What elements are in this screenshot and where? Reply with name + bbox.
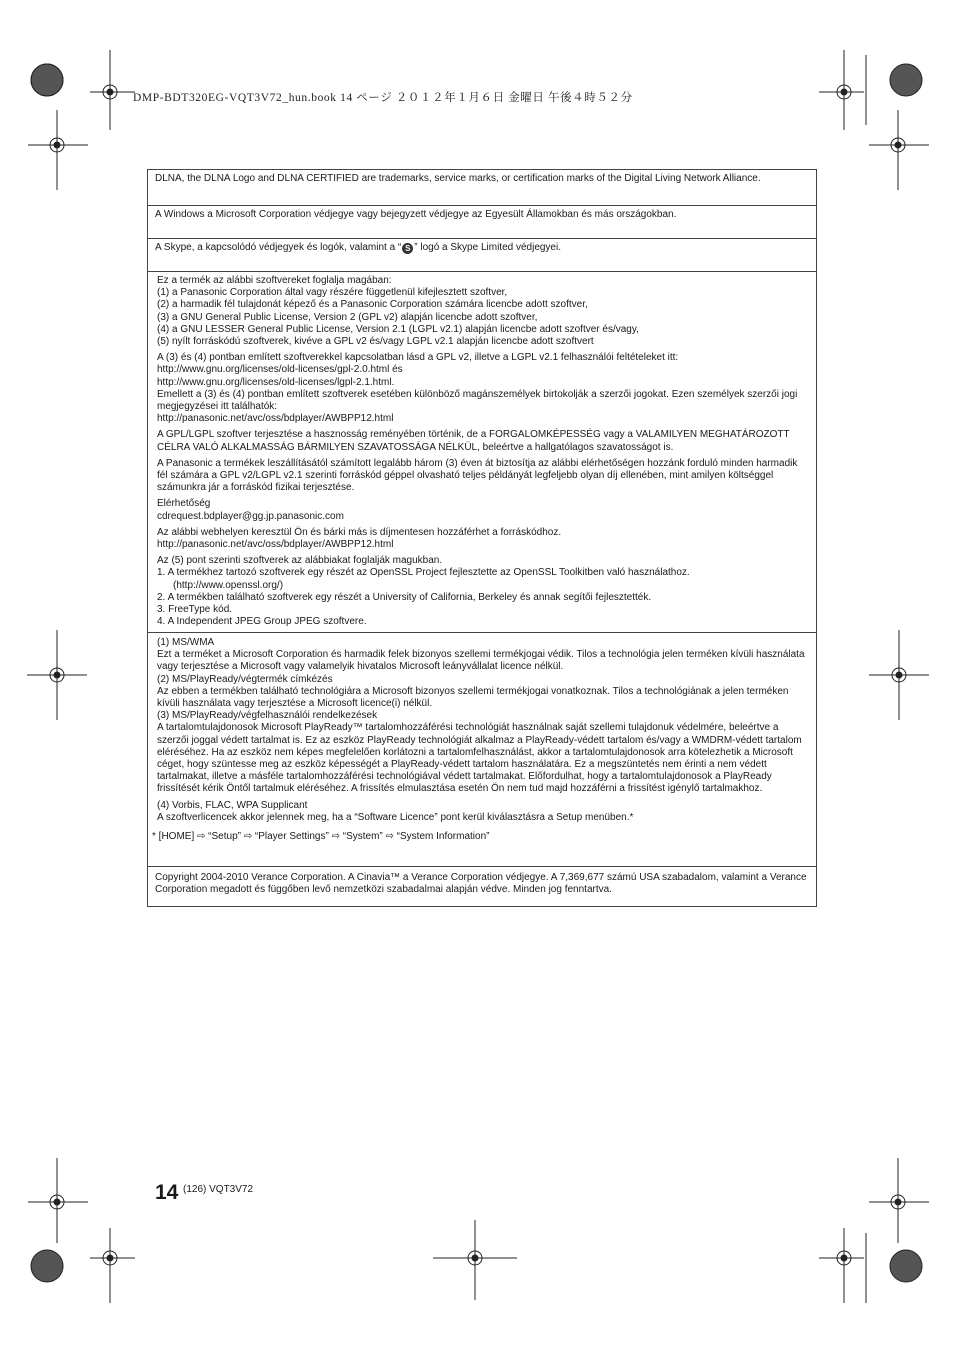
cinavia-notice-box bbox=[147, 866, 817, 907]
software-licence-box bbox=[147, 271, 817, 632]
skype-notice-prefix: A Skype, a kapcsolódó védjegyek és logók, valamint a “ bbox=[155, 242, 402, 253]
software-intro: Ez a termék az alábbi szoftvereket foglalja magában: bbox=[157, 275, 392, 286]
ms-footnote: * [HOME] ⇨ “Setup” ⇨ “Player Settings” ⇨ “System” ⇨ “System Information” bbox=[152, 831, 490, 843]
point5-intro: Az (5) pont szerinti szoftverek az alábbiakat foglalják magukban. bbox=[157, 555, 443, 567]
point5-item: 2. A termékben található szoftverek egy részét a University of California, Berkeley és annak segítői fejlesztették. bbox=[157, 591, 652, 603]
point5-item: 4. A Independent JPEG Group JPEG szoftvere. bbox=[157, 616, 367, 628]
ms-text-vorbis: A szoftverlicencek akkor jelennek meg, ha a “Software Licence” pont kerül kiválasztásra a Setup menüben.* bbox=[157, 811, 634, 823]
point5-item: 3. FreeType kód. bbox=[157, 604, 233, 616]
ms-heading-vorbis: (4) Vorbis, FLAC, WPA Supplicant bbox=[157, 799, 308, 811]
gpl-terms-text: A (3) és (4) pontban említett szoftverekkel kapcsolatban lásd a GPL v2, illetve a LGPL v2.1 felhasználói feltételeket itt: bbox=[157, 352, 679, 364]
registration-mark-mid-right bbox=[865, 630, 935, 720]
registration-mark-mid-left bbox=[25, 630, 95, 720]
web-access-text: Az alábbi webhelyen keresztül Ön és bárki más is díjmentesen hozzáférhet a forráskódhoz. bbox=[157, 526, 562, 538]
dlna-notice: DLNA, the DLNA Logo and DLNA CERTIFIED are trademarks, service marks, or certification marks of the Digital Living Network Alliance. bbox=[155, 173, 761, 184]
skype-notice-suffix: ” logó a Skype Limited védjegyei. bbox=[414, 242, 561, 253]
ms-heading-playready-labelling: (2) MS/PlayReady/végtermék címkézés bbox=[157, 673, 333, 685]
windows-notice: A Windows a Microsoft Corporation védjegye vagy bejegyzett védjegye az Egyesült Államokban és más országokban. bbox=[155, 209, 677, 220]
dlna-notice-box bbox=[147, 169, 817, 205]
software-item: (1) a Panasonic Corporation által vagy részére függetlenül kifejlesztett szoftver, bbox=[157, 287, 508, 299]
print-header: DMP-BDT320EG-VQT3V72_hun.book 14 ページ ２０１２年１月６日 金曜日 午後４時５２分 bbox=[133, 92, 633, 104]
registration-mark-bottom-right bbox=[814, 1158, 954, 1308]
skype-logo-icon: S bbox=[402, 243, 413, 254]
point5-item-url: (http://www.openssl.org/) bbox=[173, 579, 284, 591]
software-item: (3) a GNU General Public License, Version 2 (GPL v2) alapján licencbe adott szoftver, bbox=[157, 311, 538, 323]
cinavia-notice: Copyright 2004-2010 Verance Corporation. A Cinavia™ a Verance Corporation védjegye. A 7,369,677 számú USA szabadalom, valamint a Verance Corporation megadott és függőben levő nemzetközi szabadalmai alapján védve. Minden jog fenntartva. bbox=[155, 872, 807, 896]
contact-label: Elérhetőség bbox=[157, 498, 211, 510]
ms-text-playready-enduser: A tartalomtulajdonosok Microsoft PlayReady™ tartalomhozzáférési technológiát használnak saját szellemi tulajdonuk védelmére, beleértve a szerzői joggal védett tartalmat is. Ez az eszköz PlayReady technológiát alkalmaz a PlayReady-védett tartalom és/vagy a WMDRM-védett tartalom eléréséhez. Ha az eszköz nem képes megfelelően korlátozni a tartalomfelhasználást, akkor a tartalomtulajdonosok arra kötelezhetik a Microsoft céget, hogy szüntesse meg az eszköz képességét a PlayReady-védett tartalom használatára. Ez a megszüntetés nem érinti a nem védett tartalmakat, illetve a másféle tartalomhozzáférési technológiával védett tartalmakat. Előfordulhat, hogy a tartalomtulajdonosok a PlayReady frissítését kérik Öntől tartalmuk eléréséhez. A frissítés elmulasztása esetén Ön nem tud majd hozzáférni a frissítést igénylő tartalmakhoz. bbox=[157, 722, 802, 795]
ms-heading-playready-enduser: (3) MS/PlayReady/végfelhasználói rendelkezések bbox=[157, 710, 378, 722]
copyright-holders-text: Emellett a (3) és (4) pontban említett szoftverek esetében különböző magánszemélyek birtokolják a szerzői jogokat. Ezen személyek szerzői jogi megjegyzései itt találhatók: bbox=[157, 388, 798, 413]
lgpl-url: http://www.gnu.org/licenses/old-licenses/lgpl-2.1.html. bbox=[157, 376, 395, 388]
page-code: (126) VQT3V72 bbox=[183, 1184, 254, 1195]
registration-mark-bottom-center bbox=[430, 1220, 520, 1300]
windows-notice-box bbox=[147, 205, 817, 238]
warranty-disclaimer: A GPL/LGPL szoftver terjesztése a hasznosság reményében történik, de a FORGALOMKÉPESSÉG vagy a VALAMILYEN MEGHATÁROZOTT CÉLRA VALÓ ALKALMASSÁG BÁRMILYEN SZAVATOSSÁGA NÉLKÜL, beleértve a hallgatólagos szavatosságot is. bbox=[157, 429, 790, 453]
skype-notice-box bbox=[147, 238, 817, 271]
microsoft-licence-box bbox=[147, 632, 817, 866]
registration-mark-top-right bbox=[814, 50, 954, 200]
skype-notice bbox=[148, 239, 816, 254]
contact-email: cdrequest.bdplayer@gg.jp.panasonic.com bbox=[157, 510, 344, 522]
software-item: (2) a harmadik fél tulajdonát képező és a Panasonic Corporation számára licencbe adott szoftver, bbox=[157, 299, 588, 311]
web-access-url: http://panasonic.net/avc/oss/bdplayer/AWBPP12.html bbox=[157, 539, 394, 551]
source-code-offer: A Panasonic a termékek leszállításától számított legalább három (3) éven át biztosítja az alábbi elérhetőségen hozzánk forduló minden harmadik fél számára a GPL v2/LGPL v2.1 szerinti forráskód géppel olvasható teljes példányát legfeljebb olyan díj ellenében, mint amilyen költséggel számunkra jár a forráskód fizikai terjesztése. bbox=[157, 457, 798, 494]
ms-heading-wma: (1) MS/WMA bbox=[157, 637, 215, 648]
registration-mark-bottom-left bbox=[0, 1158, 140, 1308]
ms-text-playready-labelling: Az ebben a termékben található technológiára a Microsoft bizonyos szellemi termékjogai vonatkoznak. Tilos a technológiának a jelen terméken kívüli használata vagy terjesztése a Microsoft licence(i) nélkül. bbox=[157, 685, 789, 710]
ms-text-wma: Ezt a terméket a Microsoft Corporation és harmadik felek bizonyos szellemi termékjogai védik. Tilos a technológia jelen terméken kívüli használata vagy terjesztése a Microsoft vagy valamelyik hivatalos Microsoft leányvállalat licence nélkül. bbox=[157, 649, 805, 673]
point5-item: 1. A termékhez tartozó szoftverek egy részét az OpenSSL Project fejlesztette az OpenSSL Toolkitben való használathoz. bbox=[157, 567, 690, 579]
software-item: (5) nyílt forráskódú szoftverek, kivéve a GPL v2 és/vagy LGPL v2.1 alapján licencbe adott szoftvert bbox=[157, 336, 594, 348]
copyright-notices-url: http://panasonic.net/avc/oss/bdplayer/AWBPP12.html bbox=[157, 413, 394, 425]
gpl-url: http://www.gnu.org/licenses/old-licenses/gpl-2.0.html és bbox=[157, 364, 403, 376]
software-item: (4) a GNU LESSER General Public License, Version 2.1 (LGPL v2.1) alapján licencbe adott szoftver és/vagy, bbox=[157, 323, 639, 335]
page-number: 14 bbox=[155, 1181, 179, 1204]
registration-mark-top-left bbox=[0, 50, 140, 200]
